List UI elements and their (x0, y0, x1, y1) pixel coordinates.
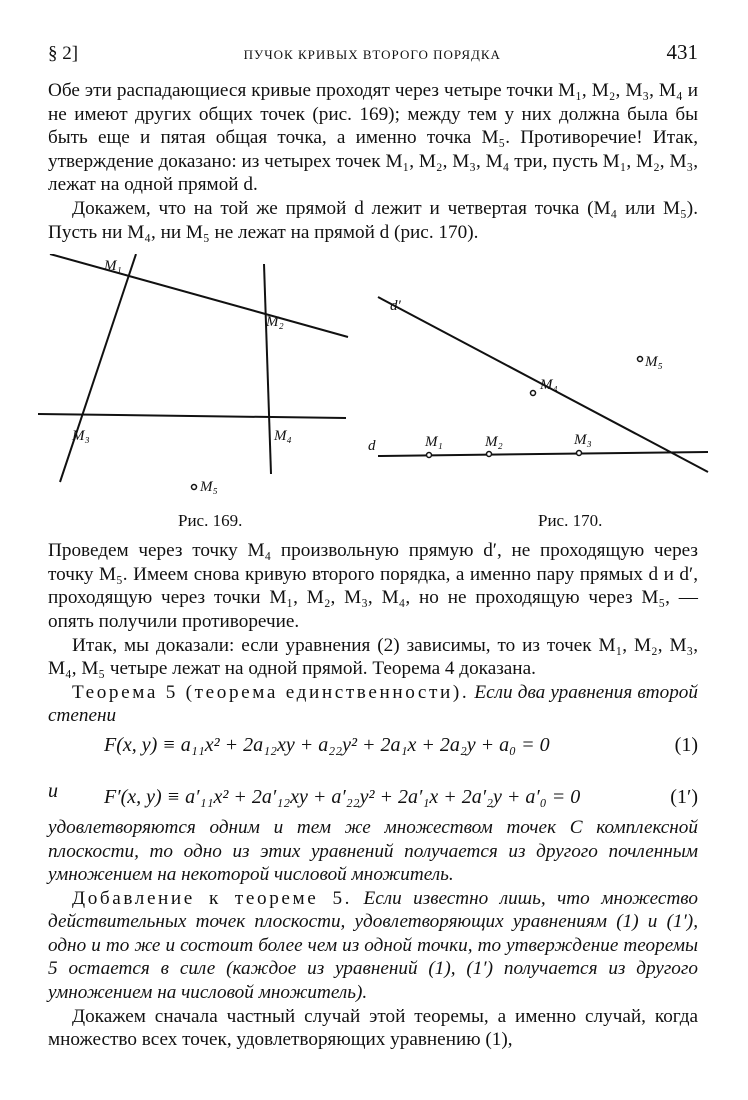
fig170-caption: Рис. 170. (538, 511, 603, 531)
paragraph-4: Итак, мы доказали: если уравнения (2) зависимы, то из точек M₁, M₂, M₃, M₄, M₅ четыре лежат на одной прямой. Теорема 4 доказана. (48, 634, 698, 680)
equation-1: F(x, y) ≡ a₁₁x² + 2a₁₂xy + a₂₂y² + 2a₁x + 2a₂y + a₀ = 0 (104, 733, 550, 756)
equation-1-row (48, 728, 698, 766)
paragraph-2: Докажем, что на той же прямой d лежит и четвертая точка (M₄ или M₅). Пусть ни M₄, ни M₅ не лежат на прямой d (рис. 170). (48, 197, 698, 243)
equation-2-row (48, 766, 698, 808)
paragraph-1: Обе эти распадающиеся кривые проходят через четыре точки M₁, M₂, M₃, M₄ и не имеют других общих точек (рис. 169); между тем у них должна была бы быть еще и пятая общая точка, а именно точка M₅. Противоречие! Итак, утверждение доказано: из четырех точек M₁, M₂, M₃, M₄ три, пусть M₁, M₂, M₃, лежат на одной прямой d. (48, 80, 698, 196)
paragraph-8: Докажем сначала частный случай этой теоремы, а именно случай, когда множество всех точек, удовлетворяющих уравнению (1), (48, 1005, 698, 1051)
fig169-line-m1-m2 (50, 254, 348, 337)
fig170-label-m2: M₂ (485, 434, 503, 451)
theorem-5-label: Теорема 5 (теорема единственности). (72, 681, 470, 703)
figures-block (48, 254, 698, 539)
fig170-label-d: d (368, 438, 376, 455)
page-number: 431 (666, 40, 698, 64)
fig169-label-m2: M₂ (266, 314, 284, 331)
fig170-label-dprime: d′ (390, 298, 401, 315)
running-header (48, 40, 698, 65)
fig169-line-m2-m4 (264, 264, 271, 474)
fig170-label-m3: M₃ (574, 432, 592, 449)
fig170-label-m5: M₅ (645, 354, 663, 371)
fig169-label-m5: M₅ (200, 479, 218, 496)
fig170-point-m2 (487, 452, 492, 457)
fig169-label-m3: M₃ (72, 428, 90, 445)
section-marker: § 2] (48, 43, 79, 64)
fig170-point-m1 (427, 453, 432, 458)
fig170-label-m4: M₄ (540, 377, 558, 394)
addendum-text: Если известно лишь, что множество действительных точек плоскости, удовлетворяющих уравнениям (1) и (1′), одно и то же и состоит более чем из одной точки, то утверждение теоремы 5 остается в силе (каждое из уравнений (1), (1′) получается из другого умножением на числовой множитель). (48, 887, 698, 1004)
book-page (48, 40, 698, 1052)
equation-2: F′(x, y) ≡ a′₁₁x² + 2a′₁₂xy + a′₂₂y² + 2a′₁x + 2a′₂y + a′₀ = 0 (104, 785, 581, 808)
theorem-5-text: Если два уравнения второй степени (48, 681, 698, 727)
fig170-point-m3 (577, 451, 582, 456)
fig169-label-m4: M₄ (274, 428, 292, 445)
equation-1-number: (1) (674, 733, 698, 756)
running-title: ПУЧОК КРИВЫХ ВТОРОГО ПОРЯДКА (243, 47, 501, 62)
fig170-label-m1: M₁ (425, 434, 443, 451)
paragraph-3: Проведем через точку M₄ произвольную прямую d′, не проходящую через точку M₅. Имеем снова кривую второго порядка, а именно пару прямых d и d′, проходящую через точки M₁, M₂, M₃, M₄, но не проходящую через M₅, — опять получили противоречие. (48, 540, 698, 632)
fig169-point-m5 (192, 485, 197, 490)
equation-2-number: (1′) (670, 785, 698, 808)
fig169-label-m1: M₁ (104, 258, 122, 275)
fig169-caption: Рис. 169. (178, 511, 243, 531)
fig169-line-m3-m4 (38, 414, 346, 418)
fig169-line-m1-m3 (60, 254, 136, 482)
addendum-theorem-5 (48, 887, 698, 1005)
theorem-5 (48, 681, 698, 728)
figures-svg (28, 254, 718, 539)
paragraph-6: удовлетворяются одним и тем же множеством точек C комплексной плоскости, то одно из этих уравнений получается из другого почленным умножением на некоторой числовой множитель. (48, 816, 698, 886)
conjunction-and: и (48, 779, 58, 802)
fig170-point-m5 (638, 357, 643, 362)
fig170-point-m4 (531, 391, 536, 396)
addendum-label: Добавление к теореме 5. (72, 887, 353, 909)
